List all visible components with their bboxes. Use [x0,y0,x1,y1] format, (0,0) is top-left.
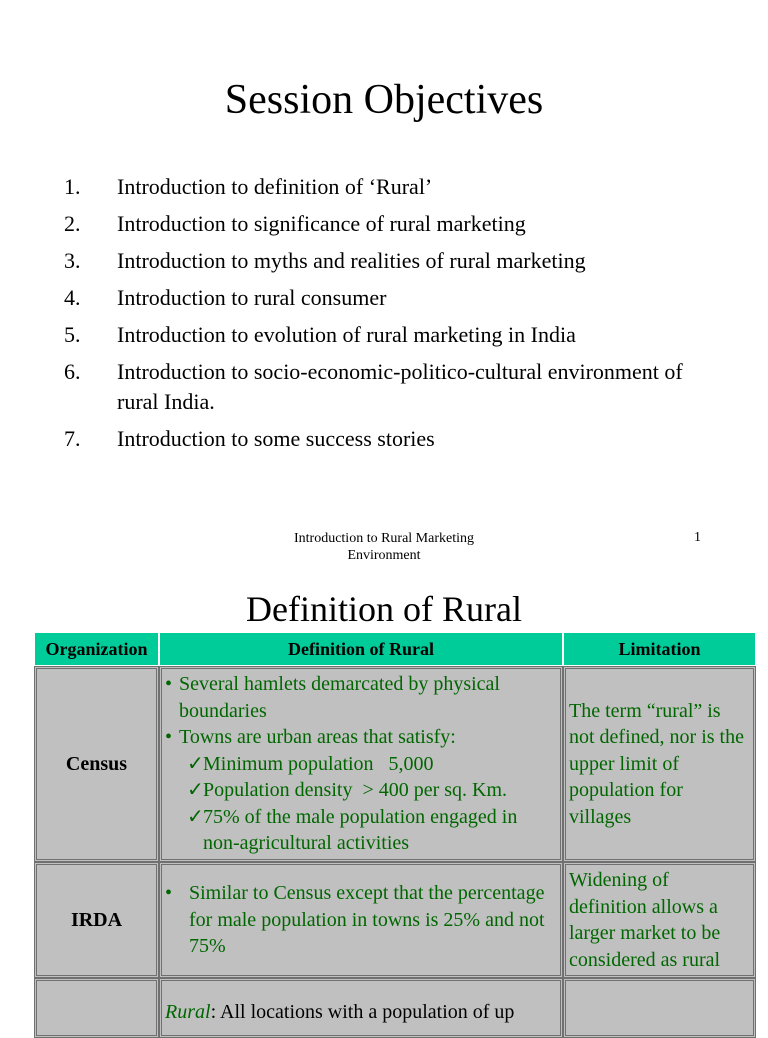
criterion-item: ✓ Minimum population 5,000 [165,751,557,778]
item-number: 4. [64,285,81,310]
organization-cell: IRDA [34,862,159,978]
bullet-mark: • [165,673,173,696]
item-number: 2. [64,211,81,236]
check-icon: ✓ [187,752,204,775]
limitation-cell [563,978,756,1038]
list-item [64,209,724,239]
definition-cell [159,666,563,862]
item-text: Introduction to rural consumer [117,285,387,310]
item-number: 7. [64,426,81,451]
page-number: 1 [694,530,701,545]
item-text: Introduction to some success stories [117,426,435,451]
list-item [64,172,724,202]
criterion-item: ✓ Population density > 400 per sq. Km. [165,777,557,804]
slide-title: Definition of Rural [246,589,522,629]
list-item [64,424,724,454]
list-item [64,357,724,417]
slide-footer: Introduction to Rural Marketing Environment [293,531,475,563]
organization-cell [34,978,159,1038]
list-item [64,246,724,276]
objectives-list [64,172,724,461]
table-row [34,862,756,978]
definition-table [34,632,756,1038]
limitation-cell: The term “rural” is not defined, nor is the upper limit of population for villages [563,666,756,862]
rural-label: Rural [165,1001,211,1023]
item-number: 3. [64,248,81,273]
check-icon: ✓ [187,805,204,828]
table-row [34,666,756,862]
bullet-mark: • [165,726,173,749]
item-text: Introduction to evolution of rural marketing in India [117,322,576,347]
definition-cell [159,978,563,1038]
definition-bullet: • Towns are urban areas that satisfy: [165,724,557,751]
column-header: Definition of Rural [159,632,563,666]
item-number: 5. [64,322,81,347]
table-header-row [34,632,756,666]
column-header: Organization [34,632,159,666]
table-row [34,978,756,1038]
item-text: Introduction to definition of ‘Rural’ [117,174,433,199]
limitation-cell: Widening of definition allows a larger market to be considered as rural [563,862,756,978]
column-header: Limitation [563,632,756,666]
slide-title: Session Objectives [224,77,544,123]
definition-bullet: • Similar to Census except that the percentage for male population in towns is 25% and not 75% [165,880,557,960]
organization-cell: Census [34,666,159,862]
definition-bullet: • Several hamlets demarcated by physical boundaries [165,671,557,724]
definition-cell [159,862,563,978]
list-item [64,283,724,313]
item-text: Introduction to socio-economic-politico-cultural environment of rural India. [117,359,683,414]
item-number: 6. [64,359,81,384]
item-text: Introduction to myths and realities of rural marketing [117,248,586,273]
item-text: Introduction to significance of rural marketing [117,211,526,236]
bullet-mark: • [165,882,173,905]
criterion-item: ✓ 75% of the male population engaged in non-agricultural activities [165,804,557,857]
check-icon: ✓ [187,779,204,802]
rural-text: : All locations with a population of up [210,1001,515,1023]
item-number: 1. [64,174,81,199]
list-item [64,320,724,350]
